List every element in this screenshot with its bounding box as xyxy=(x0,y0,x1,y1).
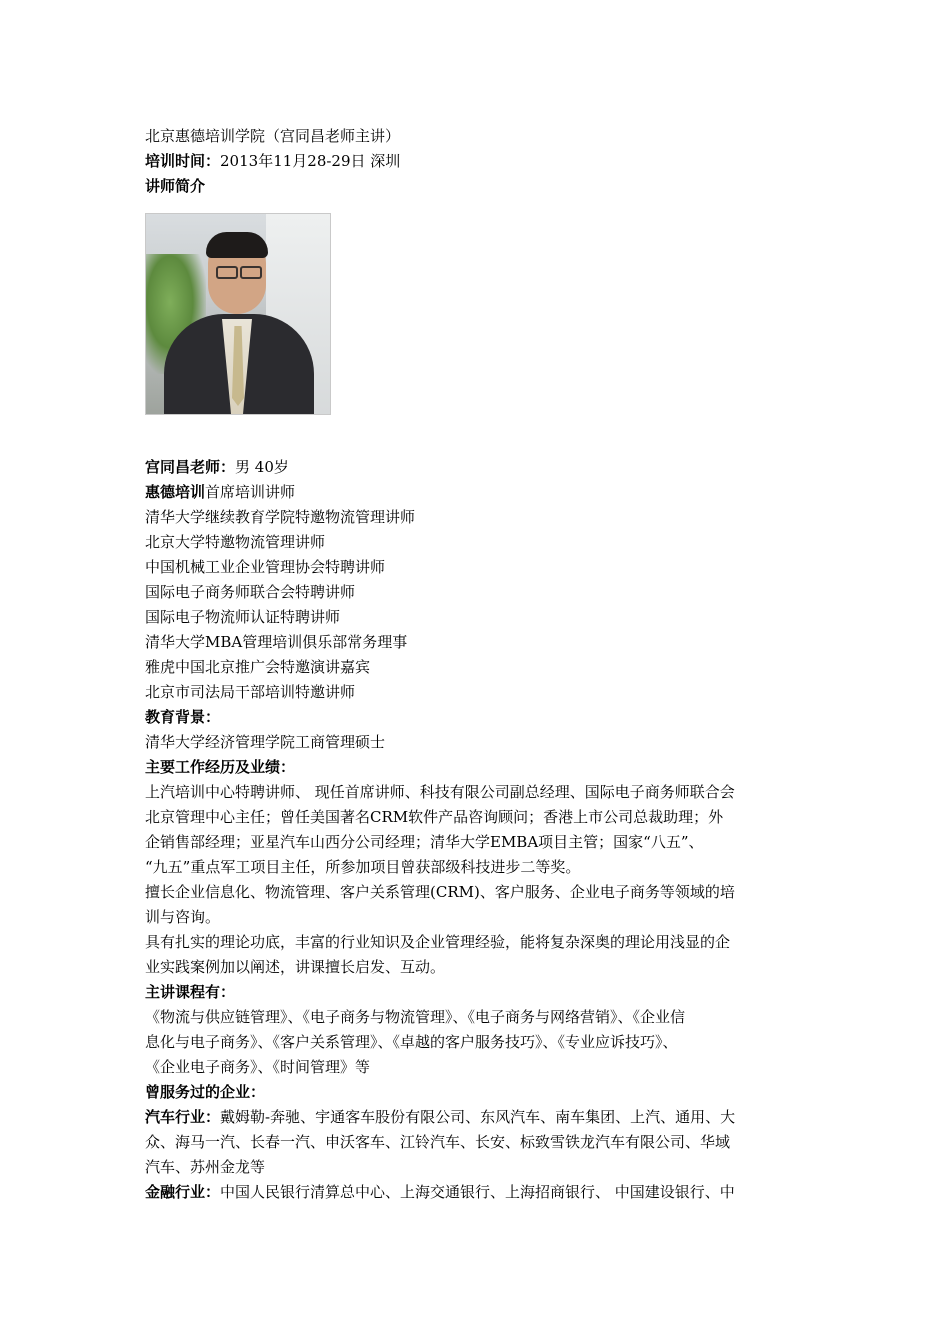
lecturer-photo xyxy=(145,213,331,415)
finance-industry-line xyxy=(145,1180,813,1205)
courses-heading: 主讲课程有： xyxy=(145,983,236,1001)
experience-line: 业实践案例加以阐述，讲课擅长启发、互动。 xyxy=(145,958,446,976)
lecturer-title xyxy=(145,480,813,505)
role-item: 国际电子商务师联合会特聘讲师 xyxy=(145,583,356,601)
courses-line: 《物流与供应链管理》、《电子商务与物流管理》、《电子商务与网络营销》、《企业信 xyxy=(145,1008,686,1026)
experience-line: 训与咨询。 xyxy=(145,908,221,926)
lecturer-name xyxy=(145,455,813,480)
auto-industry-label: 汽车行业： xyxy=(145,1108,221,1126)
role-item: 雅虎中国北京推广会特邀演讲嘉宾 xyxy=(145,658,371,676)
role-item: 清华大学继续教育学院特邀物流管理讲师 xyxy=(145,508,416,526)
auto-industry-line: 众、海马一汽、长春一汽、申沃客车、江铃汽车、长安、标致雪铁龙汽车有限公司、华域 xyxy=(145,1133,731,1151)
auto-industry-line xyxy=(145,1105,813,1130)
intro-heading: 讲师简介 xyxy=(145,177,206,195)
training-time xyxy=(145,149,813,174)
experience-line: 北京管理中心主任；曾任美国著名CRM软件产品咨询顾问；香港上市公司总裁助理；外 xyxy=(145,808,724,826)
role-item: 国际电子物流师认证特聘讲师 xyxy=(145,608,341,626)
finance-industry-label: 金融行业： xyxy=(145,1183,221,1201)
training-time-value: 2013年11月28-29日 深圳 xyxy=(220,152,401,170)
experience-heading: 主要工作经历及业绩： xyxy=(145,758,296,776)
experience-line: 上汽培训中心特聘讲师、 现任首席讲师、科技有限公司副总经理、国际电子商务师联合会 xyxy=(145,783,735,801)
education-heading: 教育背景： xyxy=(145,708,221,726)
role-item: 北京市司法局干部培训特邀讲师 xyxy=(145,683,356,701)
auto-industry-line: 汽车、苏州金龙等 xyxy=(145,1158,266,1176)
courses-line: 《企业电子商务》、《时间管理》等 xyxy=(145,1058,371,1076)
lecturer-title-bold: 惠德培训 xyxy=(145,483,206,501)
lecturer-title-rest: 首席培训讲师 xyxy=(205,483,296,501)
role-item: 清华大学MBA管理培训俱乐部常务理事 xyxy=(145,633,408,651)
finance-industry-text: 中国人民银行清算总中心、上海交通银行、上海招商银行、 中国建设银行、中 xyxy=(220,1183,735,1201)
role-item: 北京大学特邀物流管理讲师 xyxy=(145,533,326,551)
auto-industry-text: 戴姆勒-奔驰、宇通客车股份有限公司、东风汽车、南车集团、上汽、通用、大 xyxy=(220,1108,736,1126)
experience-line: 具有扎实的理论功底，丰富的行业知识及企业管理经验，能将复杂深奥的理论用浅显的企 xyxy=(145,933,731,951)
school-title: 北京惠德培训学院（宫同昌老师主讲） xyxy=(145,127,401,145)
clients-heading: 曾服务过的企业： xyxy=(145,1083,266,1101)
lecturer-name-value: 男 40岁 xyxy=(235,458,289,476)
role-item: 中国机械工业企业管理协会特聘讲师 xyxy=(145,558,386,576)
document-content xyxy=(145,124,813,1205)
lecturer-name-label: 宫同昌老师： xyxy=(145,458,236,476)
education-text: 清华大学经济管理学院工商管理硕士 xyxy=(145,733,386,751)
experience-line: 企销售部经理；亚星汽车山西分公司经理；清华大学EMBA项目主管；国家“八五”、 xyxy=(145,833,704,851)
experience-line: 擅长企业信息化、物流管理、客户关系管理(CRM)、客户服务、企业电子商务等领域的培 xyxy=(145,883,735,901)
experience-line: “九五”重点军工项目主任，所参加项目曾获部级科技进步二等奖。 xyxy=(145,858,581,876)
courses-line: 息化与电子商务》、《客户关系管理》、《卓越的客户服务技巧》、《专业应诉技巧》、 xyxy=(145,1033,678,1051)
training-time-label: 培训时间： xyxy=(145,152,221,170)
